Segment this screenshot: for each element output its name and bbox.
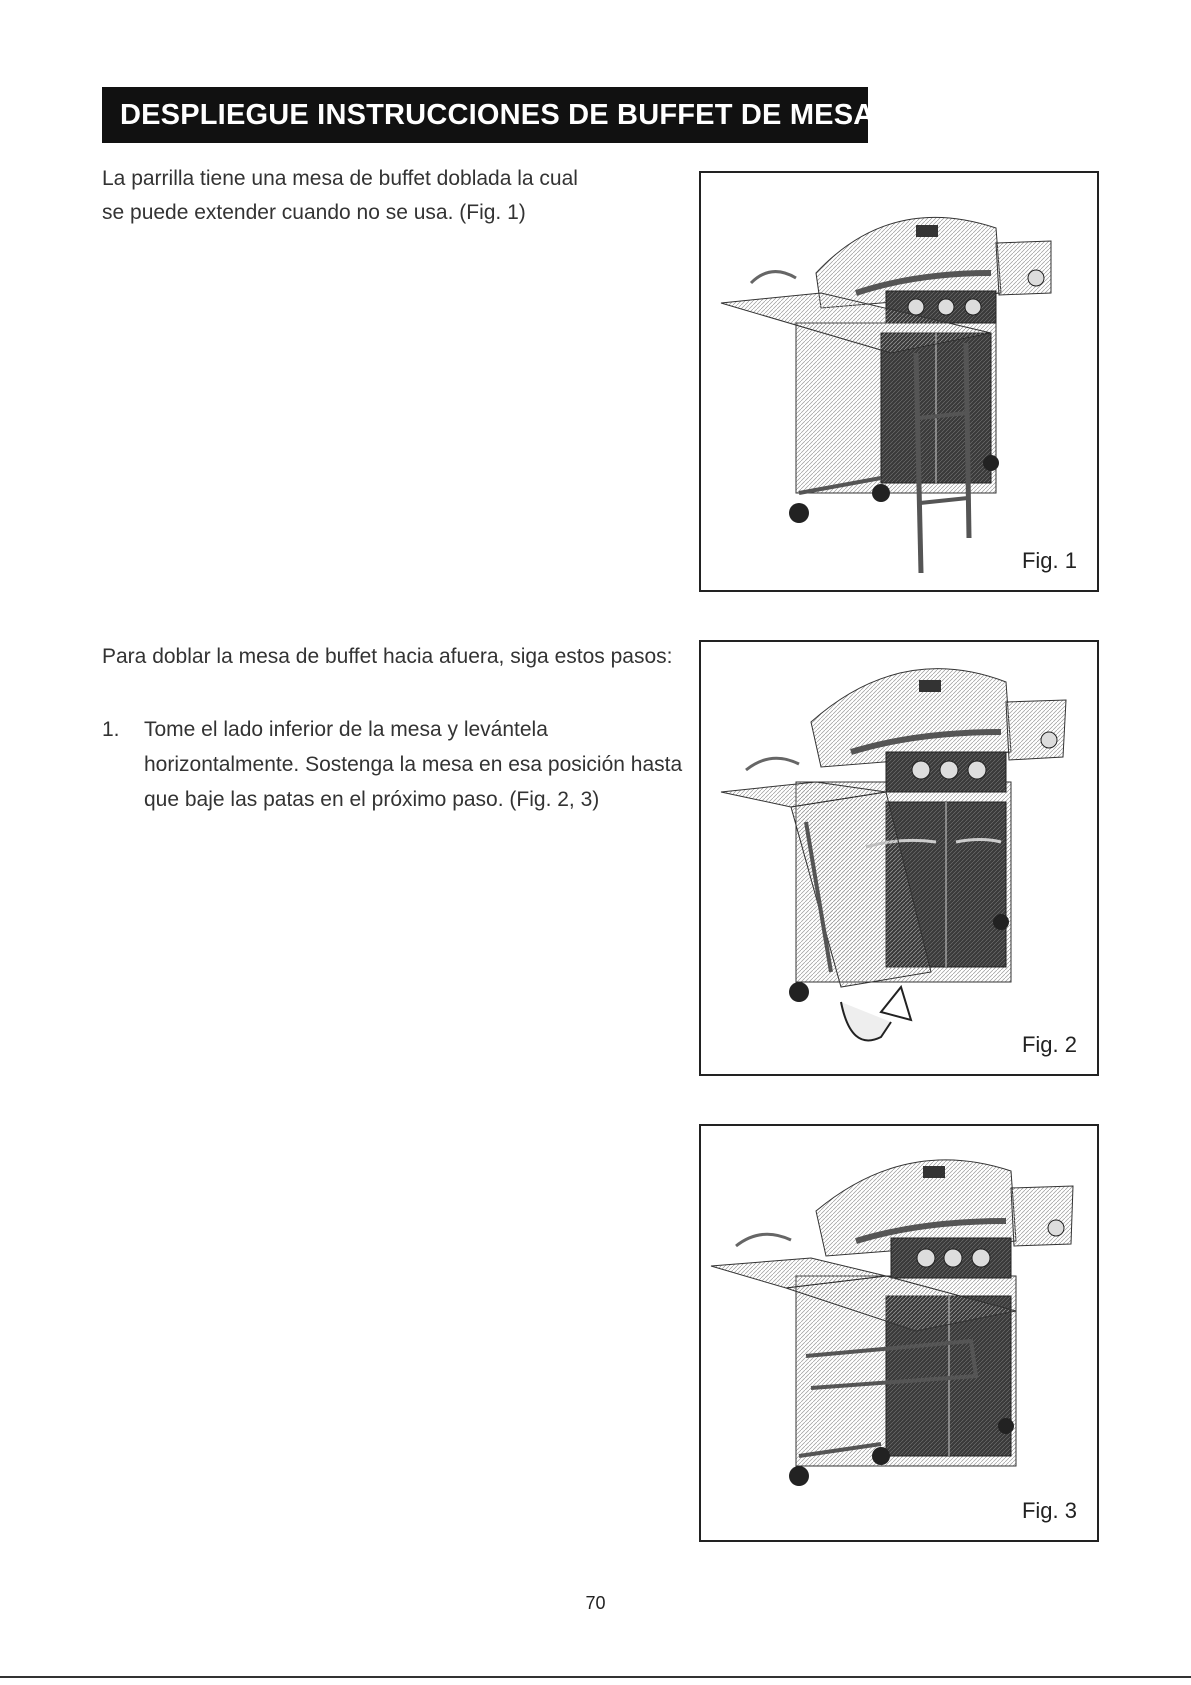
figure-caption: Fig. 1: [1021, 548, 1077, 573]
step-text: [144, 712, 682, 817]
step-line-3: que baje las patas en el próximo paso. (Fig. 2, 3): [144, 788, 600, 811]
page-number: 70: [585, 1593, 606, 1613]
page-divider: [0, 1676, 1191, 1678]
grill-illustration-fig1: [701, 173, 1097, 590]
figure-2: [699, 640, 1099, 1076]
step-line-1: Tome el lado inferior de la mesa y levántela: [144, 718, 548, 741]
section-title: DESPLIEGUE INSTRUCCIONES DE BUFFET DE MESA: [102, 87, 868, 143]
figure-caption: Fig. 3: [1021, 1498, 1077, 1523]
figure-3: [699, 1124, 1099, 1542]
steps-intro: Para doblar la mesa de buffet hacia afuera, siga estos pasos:: [102, 645, 673, 668]
figure-1: [699, 171, 1099, 592]
grill-illustration-fig3: [701, 1126, 1097, 1540]
figure-caption: Fig. 2: [1021, 1032, 1077, 1057]
grill-illustration-fig2: [701, 642, 1097, 1074]
intro-line-1: La parrilla tiene una mesa de buffet doblada la cual: [102, 167, 578, 190]
step-line-2: horizontalmente. Sostenga la mesa en esa posición hasta: [144, 753, 683, 776]
intro-paragraph: [102, 162, 578, 230]
step-number: 1.: [102, 718, 120, 741]
intro-line-2: se puede extender cuando no se usa. (Fig. 1): [102, 201, 526, 224]
